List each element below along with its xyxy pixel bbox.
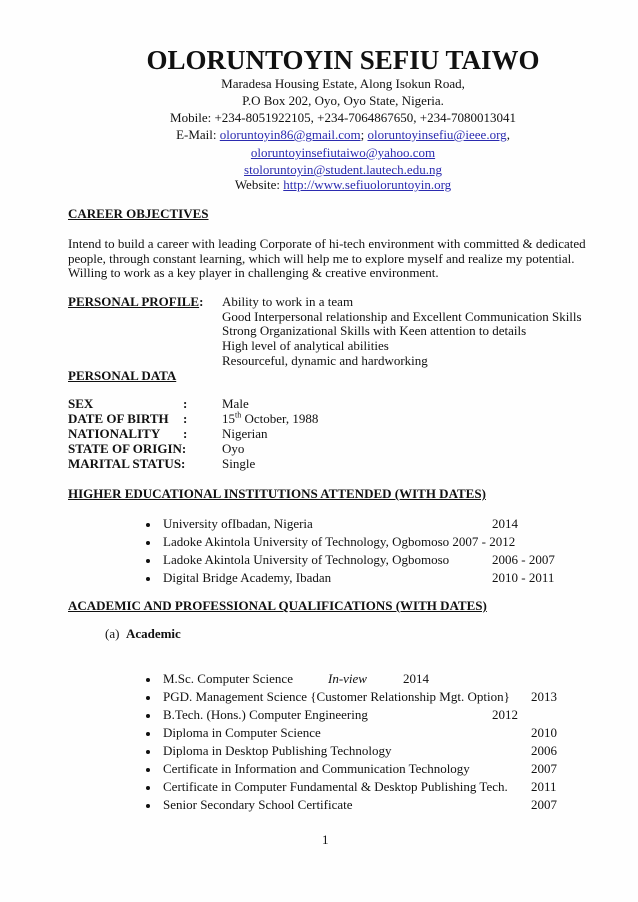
dob-day: 15 (222, 411, 235, 426)
email-line-4 (0, 162, 638, 178)
career-line: people, through constant learning, which will help me to explore myself and realize my potential. (68, 251, 575, 266)
website-label: Website: (234, 177, 284, 192)
bullet-icon (146, 714, 150, 718)
education-date: 2006 - 2007 (492, 552, 555, 567)
bullet-icon (146, 523, 150, 527)
bullet-icon (146, 559, 150, 563)
qualification-name: M.Sc. Computer Science (163, 671, 293, 686)
qualification-date: 2010 (531, 725, 557, 740)
email-link-4[interactable]: stoloruntoyin@student.lautech.edu.ng (244, 162, 442, 177)
education-heading: HIGHER EDUCATIONAL INSTITUTIONS ATTENDED (WITH DATES) (68, 486, 486, 501)
profile-item: Resourceful, dynamic and hardworking (222, 353, 428, 368)
qualification-name: Senior Secondary School Certificate (163, 797, 353, 812)
colon: : (199, 294, 204, 309)
website-link[interactable]: http://www.sefiuoloruntoyin.org (283, 177, 452, 192)
value-sex: Male (222, 396, 249, 411)
email-link-1[interactable]: oloruntoyin86@gmail.com (219, 127, 361, 142)
qualification-date: 2012 (492, 707, 518, 722)
bullet-icon (146, 577, 150, 581)
profile-item: Good Interpersonal relationship and Excellent Communication Skills (222, 309, 582, 324)
address-line-2: P.O Box 202, Oyo, Oyo State, Nigeria. (242, 93, 444, 108)
colon: : (183, 396, 188, 411)
profile-heading (68, 294, 203, 310)
profile-heading-text: PERSONAL PROFILE (68, 294, 200, 309)
label-state: STATE OF ORIGIN: (68, 441, 187, 456)
career-line: Intend to build a career with leading Corporate of hi-tech environment with committed & dedicated (68, 236, 586, 251)
address-line-1: Maradesa Housing Estate, Along Isokun Road, (221, 76, 465, 91)
bullet-icon (146, 804, 150, 808)
education-name: Ladoke Akintola University of Technology, Ogbomoso (163, 552, 450, 567)
education-name: Digital Bridge Academy, Ibadan (163, 570, 332, 585)
qualification-name: Diploma in Desktop Publishing Technology (163, 743, 392, 758)
email-label: E-Mail: (176, 127, 220, 142)
value-nationality: Nigerian (222, 426, 268, 441)
career-line: Willing to work as a key player in challenging & creative environment. (68, 265, 439, 280)
qualification-date: 2011 (531, 779, 557, 794)
qualification-note: In-view (328, 671, 367, 686)
qualification-name: B.Tech. (Hons.) Computer Engineering (163, 707, 368, 722)
label-nationality: NATIONALITY (68, 426, 161, 441)
label-marital: MARITAL STATUS: (68, 456, 186, 471)
qualification-name: Certificate in Computer Fundamental & Desktop Publishing Tech. (163, 779, 508, 794)
qualification-date: 2014 (403, 671, 429, 686)
profile-item: Strong Organizational Skills with Keen attention to details (222, 323, 527, 338)
label-sex: SEX (68, 396, 94, 411)
qualification-name: Diploma in Computer Science (163, 725, 321, 740)
qualification-date: 2007 (531, 761, 557, 776)
email-line (0, 127, 638, 143)
value-state: Oyo (222, 441, 245, 456)
bullet-icon (146, 678, 150, 682)
personal-data-heading: PERSONAL DATA (68, 368, 177, 383)
bullet-icon (146, 732, 150, 736)
education-date: 2010 - 2011 (492, 570, 555, 585)
profile-item: Ability to work in a team (222, 294, 354, 309)
academic-subheading (105, 626, 181, 642)
value-marital: Single (222, 456, 256, 471)
bullet-icon (146, 786, 150, 790)
qualification-name: Certificate in Information and Communication Technology (163, 761, 470, 776)
qualification-date: 2006 (531, 743, 557, 758)
comma: , (506, 127, 510, 142)
mobile-line: Mobile: +234-8051922105, +234-7064867650, +234-7080013041 (170, 110, 516, 125)
education-date: 2014 (492, 516, 518, 531)
email-line-3 (0, 145, 638, 161)
education-name: Ladoke Akintola University of Technology, Ogbomoso 2007 - 2012 (163, 534, 516, 549)
sub-marker: (a) (105, 626, 120, 641)
label-dob: DATE OF BIRTH (68, 411, 169, 426)
value-dob (222, 411, 318, 427)
profile-item: High level of analytical abilities (222, 338, 389, 353)
sub-label: Academic (125, 626, 181, 641)
name-title: OLORUNTOYIN SEFIU TAIWO (146, 45, 540, 75)
career-heading: CAREER OBJECTIVES (68, 206, 209, 221)
website-line (0, 177, 638, 193)
qualification-date: 2007 (531, 797, 557, 812)
education-name: University ofIbadan, Nigeria (163, 516, 313, 531)
bullet-icon (146, 541, 150, 545)
colon: : (183, 426, 188, 441)
qualification-date: 2013 (531, 689, 557, 704)
dob-suffix: th (235, 410, 242, 420)
email-link-3[interactable]: oloruntoyinsefiutaiwo@yahoo.com (250, 145, 436, 160)
dob-rest: October, 1988 (241, 411, 319, 426)
bullet-icon (146, 696, 150, 700)
email-link-2[interactable]: oloruntoyinsefiu@ieee.org (367, 127, 507, 142)
sep: ; (360, 127, 368, 142)
bullet-icon (146, 750, 150, 754)
bullet-icon (146, 768, 150, 772)
colon: : (183, 411, 188, 426)
qualifications-heading: ACADEMIC AND PROFESSIONAL QUALIFICATIONS (WITH DATES) (68, 598, 487, 613)
page-number: 1 (322, 832, 329, 847)
qualification-name: PGD. Management Science {Customer Relationship Mgt. Option} (163, 689, 510, 704)
